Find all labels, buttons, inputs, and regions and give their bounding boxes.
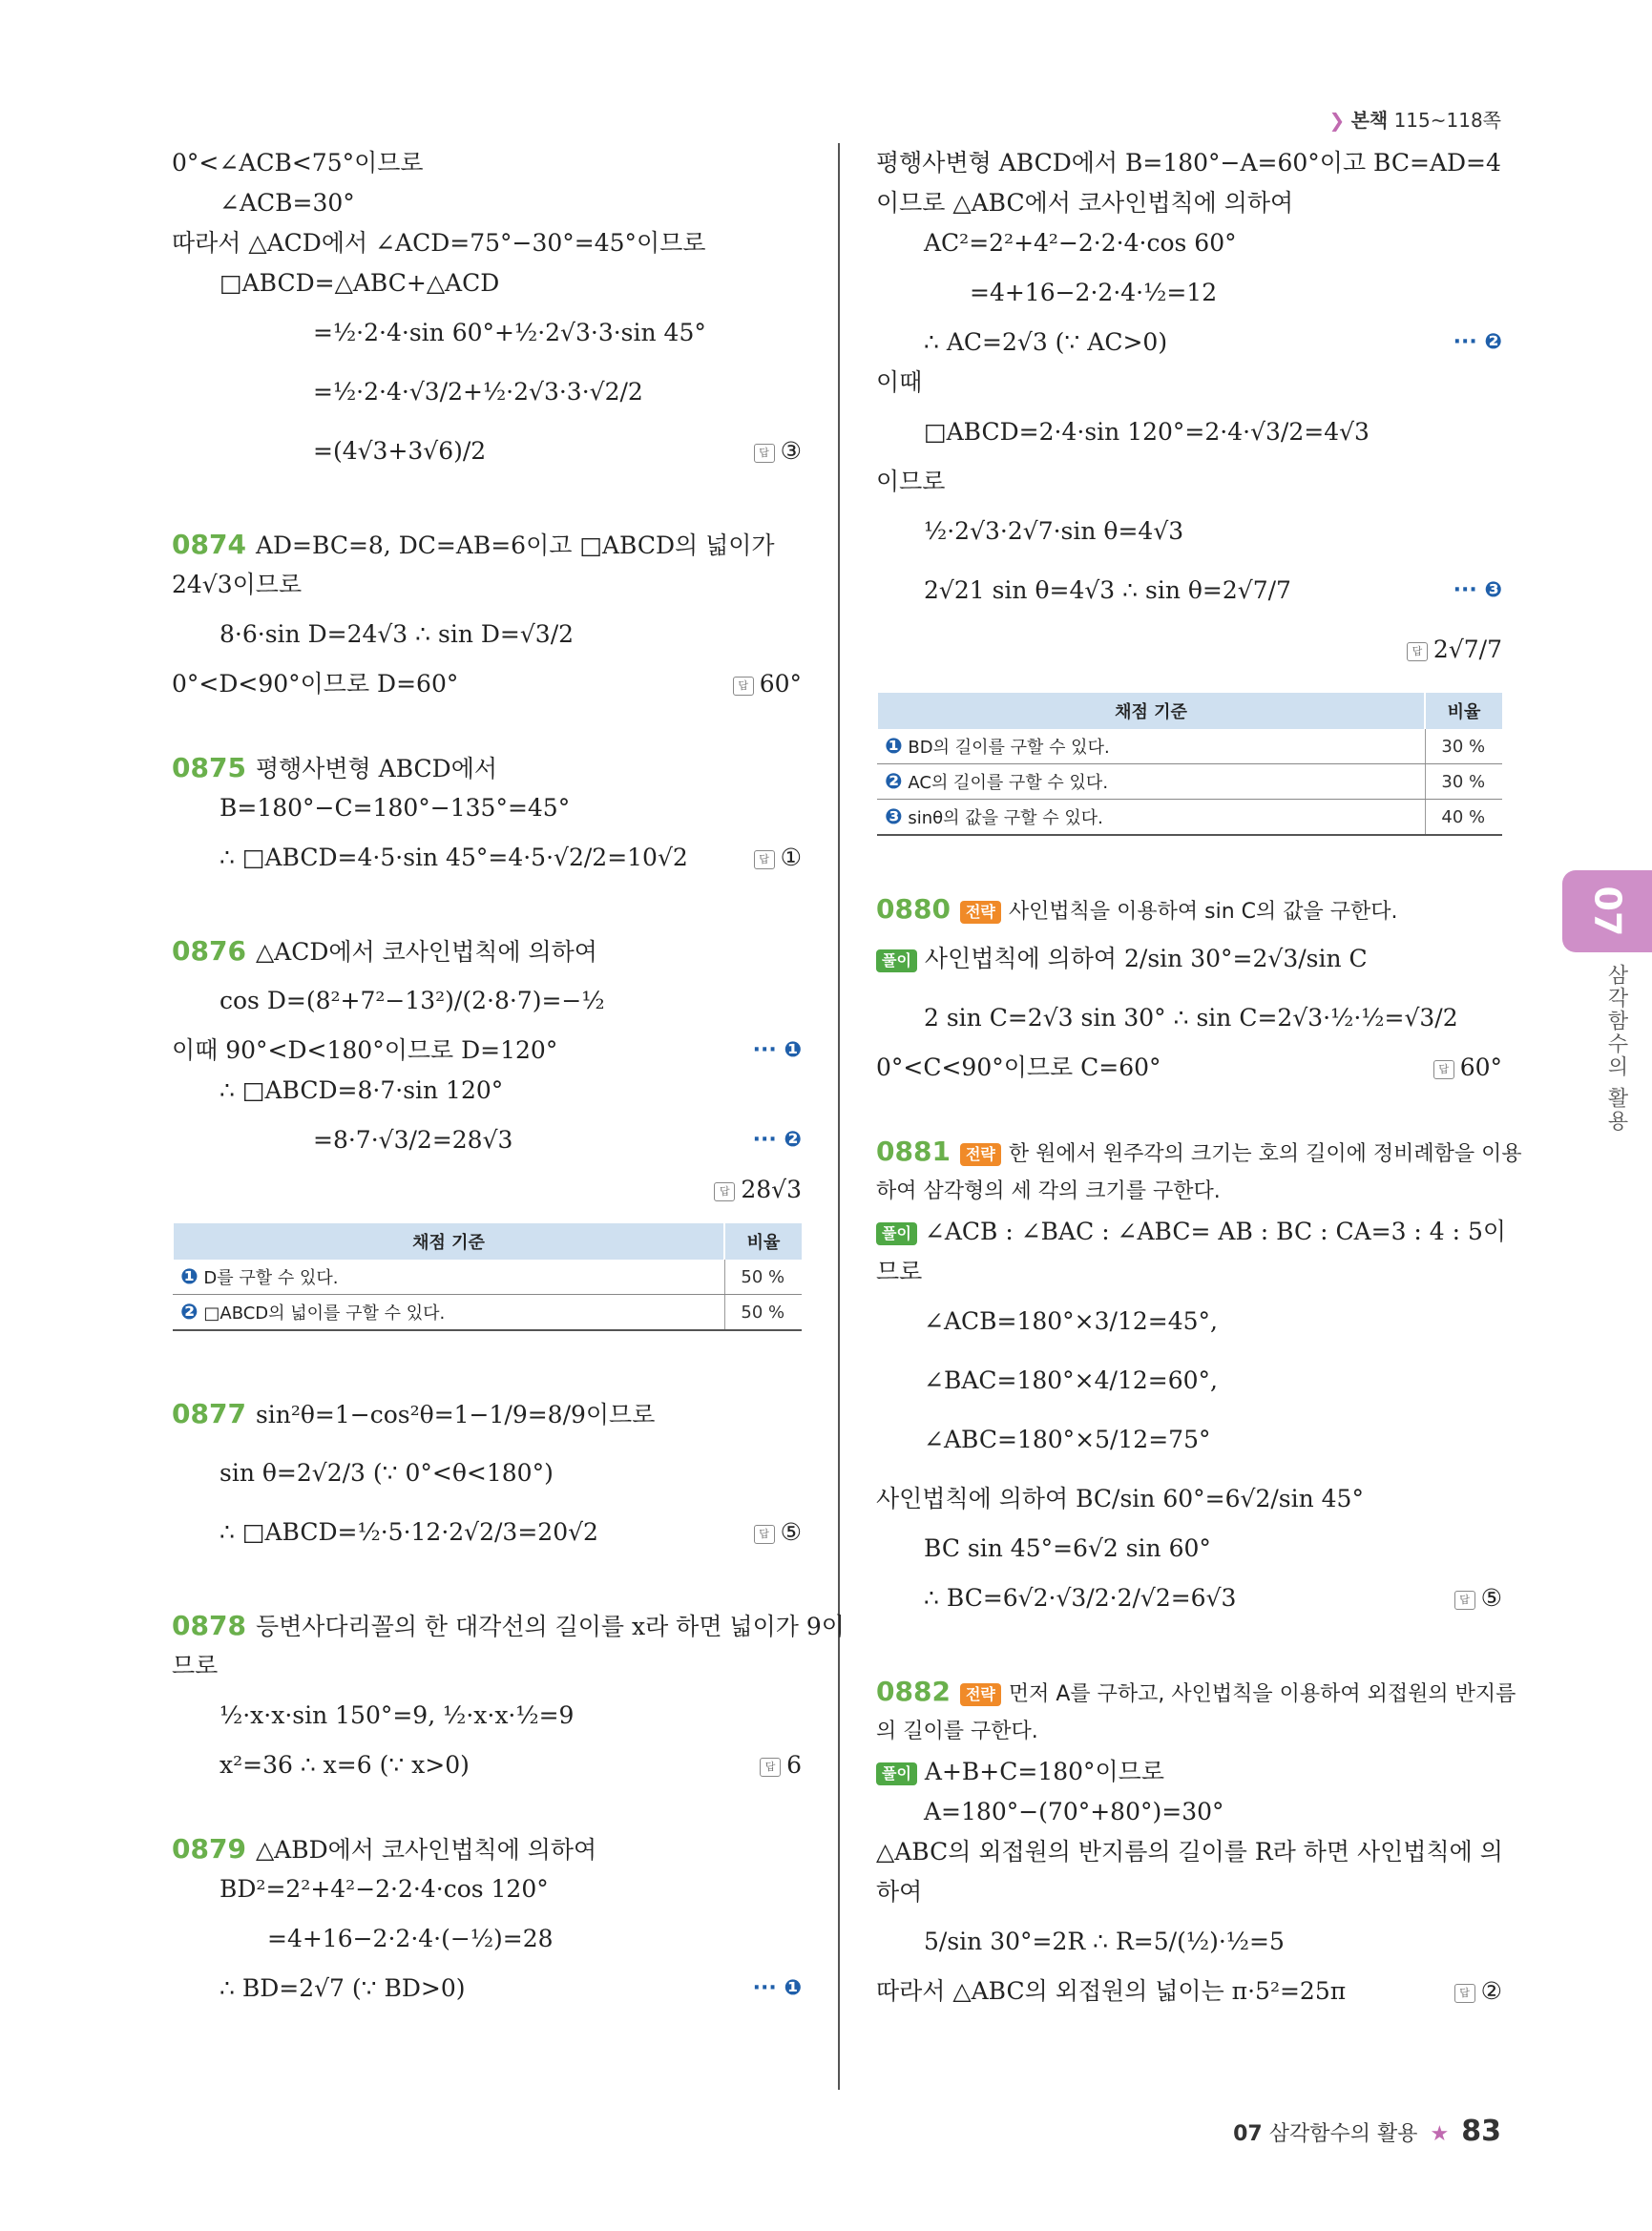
footer-chapter-title: 삼각함수의 활용 xyxy=(1268,2122,1418,2146)
scoring-table xyxy=(876,693,1502,836)
answer: 답 ① xyxy=(754,828,802,887)
strategy-text: 사인법칙을 이용하여 sin C의 값을 구한다. xyxy=(1008,900,1398,924)
formula-text: =8·7·√3/2=28√3 xyxy=(313,1126,513,1154)
solution-tag: 풀이 xyxy=(876,1762,917,1785)
text-line: □ABCD=△ABC+△ACD xyxy=(220,269,500,297)
formula-line: =½·2·4·sin 60°+½·2√3·3·sin 45° xyxy=(313,319,706,346)
formula-text: 2√21 sin θ=4√3 ∴ sin θ=2√7/7 xyxy=(924,576,1291,604)
answer-icon: 답 xyxy=(754,444,775,463)
table-header: 비율 xyxy=(724,1223,802,1260)
formula-line: sin θ=2√2/3 (∵ 0°<θ<180°) xyxy=(220,1459,554,1487)
formula-text: A+B+C=180°이므로 xyxy=(924,1758,1164,1785)
answer: 답 60° xyxy=(733,664,802,704)
answer-icon: 답 xyxy=(754,850,775,869)
text-line: △ACD에서 코사인법칙에 의하여 xyxy=(255,938,597,966)
answer: 답 28√3 xyxy=(714,1170,802,1210)
formula-text: ∠ACB : ∠BAC : ∠ABC= AB : BC : CA=3 : 4 : 5이 xyxy=(924,1218,1507,1245)
problem-number: 0879 xyxy=(172,1833,246,1865)
strategy-tag: 전략 xyxy=(960,901,1001,924)
formula-line xyxy=(172,1745,802,1785)
formula-line xyxy=(876,1569,1502,1628)
strategy-text: 먼저 A를 구하고, 사인법칙을 이용하여 외접원의 반지름 xyxy=(1008,1682,1516,1706)
formula-text: 0°<D<90°이므로 D=60° xyxy=(172,670,459,698)
text-line: 이때 xyxy=(876,368,923,396)
step-marker: ··· ❷ xyxy=(752,1128,802,1152)
formula-line: ½·x·x·sin 150°=9, ½·x·x·½=9 xyxy=(220,1701,575,1729)
formula-line: 2 sin C=2√3 sin 30° ∴ sin C=2√3·½·½=√3/2 xyxy=(924,1004,1458,1032)
text-line: △ABD에서 코사인법칙에 의하여 xyxy=(255,1836,597,1864)
text-line: 이므로 △ABC에서 코사인법칙에 의하여 xyxy=(876,189,1294,217)
formula-line: =½·2·4·√3/2+½·2√3·3·√2/2 xyxy=(313,378,643,406)
solution-tag: 풀이 xyxy=(876,949,917,972)
problem-number: 0875 xyxy=(172,752,246,783)
table-header: 채점 기준 xyxy=(173,1223,724,1260)
column-divider xyxy=(838,143,840,2090)
formula-text: 따라서 △ABC의 외접원의 넓이는 π·5²=25π xyxy=(876,1977,1347,2005)
text-line: 하여 xyxy=(876,1878,923,1906)
text-line: 따라서 △ACD에서 ∠ACD=75°−30°=45°이므로 xyxy=(172,229,706,257)
answer-icon: 답 xyxy=(1407,642,1428,661)
star-icon: ★ xyxy=(1430,2122,1450,2146)
formula-line: ½·2√3·2√7·sin θ=4√3 xyxy=(924,517,1184,545)
formula-line: =4+16−2·2·4·½=12 xyxy=(970,279,1218,306)
text-line: 므로 xyxy=(876,1258,923,1285)
answer: 답 ⑤ xyxy=(754,1503,802,1562)
answer-icon: 답 xyxy=(733,677,754,696)
formula-text: 사인법칙에 의하여 2/sin 30°=2√3/sin C xyxy=(924,945,1368,972)
problem-0876 xyxy=(172,931,802,971)
answer-icon: 답 xyxy=(754,1525,775,1544)
problem-0882 xyxy=(876,1672,1516,1712)
solution-line xyxy=(876,1212,1507,1252)
answer-icon: 답 xyxy=(1454,1984,1475,2003)
problem-number: 0880 xyxy=(876,893,951,925)
page-reference xyxy=(1328,105,1501,133)
text-line: 등변사다리꼴의 한 대각선의 길이를 x라 하면 넓이가 9이 xyxy=(255,1613,845,1640)
problem-0879 xyxy=(172,1829,802,1869)
table-row: ❶ BD의 길이를 구할 수 있다. 30 % xyxy=(877,729,1502,764)
problem-number: 0882 xyxy=(876,1676,951,1707)
formula-line: AC²=2²+4²−2·2·4·cos 60° xyxy=(924,229,1237,257)
problem-number: 0878 xyxy=(172,1610,246,1641)
formula-text: 이때 90°<D<180°이므로 D=120° xyxy=(172,1036,558,1064)
answer: 답 2√7/7 xyxy=(1407,620,1502,679)
solution-tag: 풀이 xyxy=(876,1222,917,1245)
formula-line xyxy=(876,323,1502,363)
formula-line: =4+16−2·2·4·(−½)=28 xyxy=(267,1925,554,1952)
formula-line xyxy=(172,828,802,887)
problem-0877 xyxy=(172,1385,802,1444)
right-column xyxy=(876,143,1522,2012)
answer: 답 ⑤ xyxy=(1454,1569,1502,1628)
formula-text: ∴ □ABCD=½·5·12·2√2/3=20√2 xyxy=(220,1518,598,1546)
problem-0881 xyxy=(876,1132,1522,1172)
formula-text: x²=36 ∴ x=6 (∵ x>0) xyxy=(220,1751,470,1779)
reference-pages: 115~118쪽 xyxy=(1393,109,1501,132)
formula-line: cos D=(8²+7²−13²)/(2·8·7)=−½ xyxy=(220,987,605,1014)
answer-icon: 답 xyxy=(1433,1060,1454,1079)
problem-0874 xyxy=(172,525,802,565)
formula-text: ∴ AC=2√3 (∵ AC>0) xyxy=(924,328,1168,356)
chapter-tab xyxy=(1562,870,1652,952)
answer-icon: 답 xyxy=(760,1758,781,1777)
reference-label: 본책 xyxy=(1350,109,1389,132)
formula-line: ∠ACB=180°×3/12=45°, xyxy=(924,1307,1218,1335)
text-line: △ABC의 외접원의 반지름의 길이를 R라 하면 사인법칙에 의 xyxy=(876,1838,1503,1866)
text-line: ∠ACB=30° xyxy=(220,189,355,217)
answer: 답 ③ xyxy=(754,422,802,481)
answer-icon: 답 xyxy=(714,1182,735,1201)
text-line: 24√3이므로 xyxy=(172,571,303,598)
formula-line: □ABCD=2·4·sin 120°=2·4·√3/2=4√3 xyxy=(924,418,1370,446)
scoring-table xyxy=(172,1223,802,1331)
strategy-text: 한 원에서 원주각의 크기는 호의 길이에 정비례함을 이용 xyxy=(1008,1142,1522,1166)
solution-line xyxy=(876,1752,1502,1792)
answer: 답 ② xyxy=(1454,1971,1502,2012)
formula-text: ∴ BC=6√2·√3/2·2/√2=6√3 xyxy=(924,1584,1237,1612)
answer: 답 60° xyxy=(1433,1048,1502,1088)
page-footer xyxy=(1233,2115,1501,2148)
answer-icon: 답 xyxy=(1454,1591,1475,1610)
problem-number: 0876 xyxy=(172,935,246,967)
formula-line xyxy=(876,561,1502,620)
formula-line xyxy=(172,1969,802,2009)
problem-number: 0874 xyxy=(172,529,246,560)
formula-text: 0°<C<90°이므로 C=60° xyxy=(876,1053,1161,1081)
formula-text: ∴ BD=2√7 (∵ BD>0) xyxy=(220,1974,466,2002)
solution-line xyxy=(876,929,1502,989)
table-row: ❷ □ABCD의 넓이를 구할 수 있다. 50 % xyxy=(173,1295,802,1331)
formula-text: =(4√3+3√6)/2 xyxy=(313,437,487,465)
formula-line xyxy=(172,1111,802,1170)
formula-line xyxy=(172,1031,802,1071)
footer-chapter-number: 07 xyxy=(1233,2122,1263,2146)
left-column xyxy=(172,143,845,2009)
step-marker: ··· ❶ xyxy=(752,1976,802,2000)
answer-line xyxy=(876,620,1502,679)
table-header: 비율 xyxy=(1425,693,1502,729)
table-row: ❶ D를 구할 수 있다. 50 % xyxy=(173,1260,802,1295)
step-marker: ··· ❸ xyxy=(1453,578,1502,602)
formula-line: ∠ABC=180°×5/12=75° xyxy=(924,1426,1211,1453)
formula-line: 8·6·sin D=24√3 ∴ sin D=√3/2 xyxy=(220,620,575,648)
formula-line xyxy=(876,1048,1502,1088)
formula-line xyxy=(876,1971,1502,2012)
table-row: ❸ sinθ의 값을 구할 수 있다. 40 % xyxy=(877,800,1502,836)
page-number: 83 xyxy=(1461,2115,1501,2148)
formula-line xyxy=(172,664,802,704)
reference-arrow-icon: ❯ xyxy=(1328,109,1346,132)
strategy-tag: 전략 xyxy=(960,1143,1001,1166)
formula-line: ∠BAC=180°×4/12=60°, xyxy=(924,1366,1218,1394)
formula-line: A=180°−(70°+80°)=30° xyxy=(924,1798,1224,1825)
text-line: AD=BC=8, DC=AB=6이고 □ABCD의 넓이가 xyxy=(255,532,775,559)
problem-number: 0877 xyxy=(172,1398,246,1429)
answer-line xyxy=(172,1170,802,1210)
formula-line: ∴ □ABCD=8·7·sin 120° xyxy=(220,1076,504,1104)
text-line: 평행사변형 ABCD에서 B=180°−A=60°이고 BC=AD=4 xyxy=(876,149,1501,177)
text-line: 이므로 xyxy=(876,468,946,495)
formula-line: BD²=2²+4²−2·2·4·cos 120° xyxy=(220,1875,549,1903)
formula-text: ∴ □ABCD=4·5·sin 45°=4·5·√2/2=10√2 xyxy=(220,844,688,871)
problem-0880 xyxy=(876,889,1502,929)
problem-number: 0881 xyxy=(876,1136,951,1167)
formula-text: sin²θ=1−cos²θ=1−1/9=8/9이므로 xyxy=(255,1401,656,1428)
text-line: 0°<∠ACB<75°이므로 xyxy=(172,149,424,177)
problem-0878 xyxy=(172,1606,845,1646)
answer: 답 6 xyxy=(760,1745,802,1785)
text-line: 므로 xyxy=(172,1652,219,1679)
formula-line: BC sin 45°=6√2 sin 60° xyxy=(924,1534,1211,1562)
chapter-tab-number: 07 xyxy=(1585,886,1628,937)
formula-line: B=180°−C=180°−135°=45° xyxy=(220,794,571,822)
strategy-text: 의 길이를 구한다. xyxy=(876,1720,1038,1743)
strategy-tag: 전략 xyxy=(960,1683,1001,1706)
strategy-text: 하여 삼각형의 세 각의 크기를 구한다. xyxy=(876,1179,1221,1203)
formula-line xyxy=(172,1503,802,1562)
step-marker: ··· ❶ xyxy=(752,1038,802,1062)
chapter-side-title: 삼각함수의 활용 xyxy=(1604,964,1628,1133)
table-row: ❷ AC의 길이를 구할 수 있다. 30 % xyxy=(877,764,1502,800)
step-marker: ··· ❷ xyxy=(1453,330,1502,354)
formula-line: 사인법칙에 의하여 BC/sin 60°=6√2/sin 45° xyxy=(876,1485,1364,1512)
formula-line: 5/sin 30°=2R ∴ R=5/(½)·½=5 xyxy=(924,1928,1285,1955)
problem-0875 xyxy=(172,748,802,788)
formula-line xyxy=(172,422,802,481)
table-header: 채점 기준 xyxy=(877,693,1425,729)
text-line: 평행사변형 ABCD에서 xyxy=(255,755,497,782)
